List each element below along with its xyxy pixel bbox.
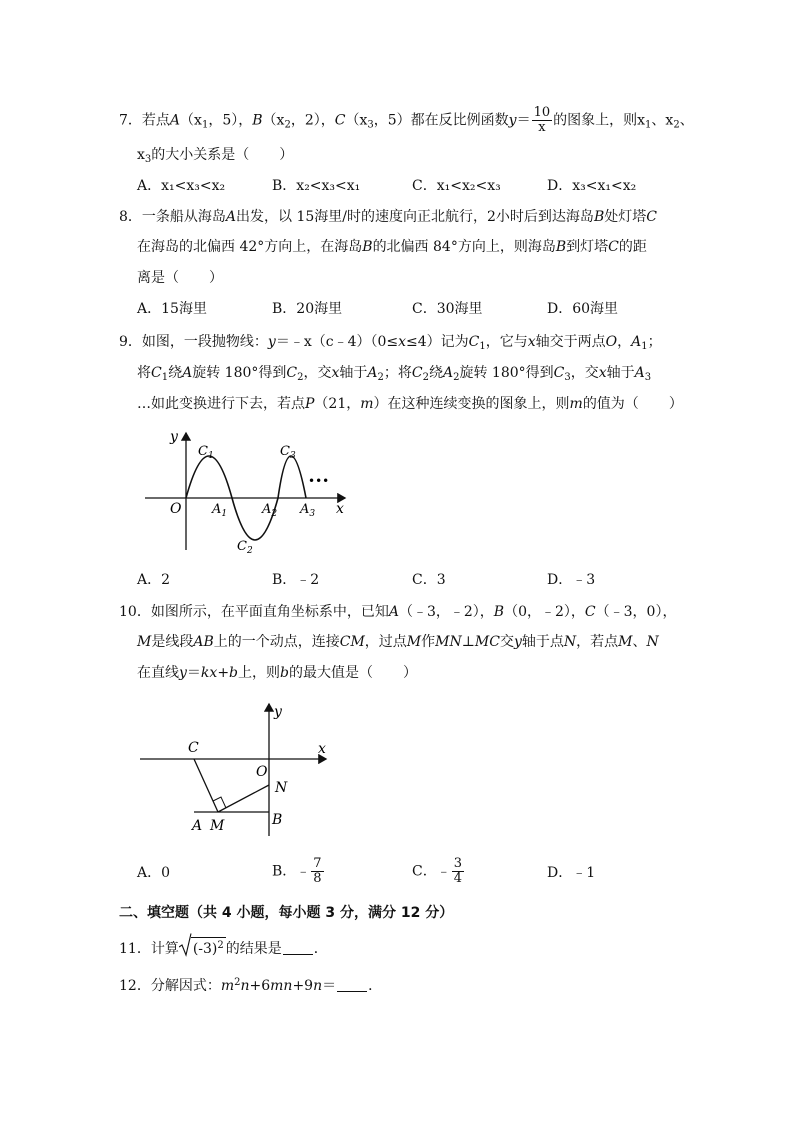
equals-sign: ＝ xyxy=(322,978,337,994)
q8-text: 的距 xyxy=(618,239,647,255)
continuation-dots: ••• xyxy=(308,474,330,488)
q9-line1: 9．如图，一段抛物线：y＝﹣x（c﹣4）（0≤x≤4）记为$C_1$，它与x轴交于两点O，$A_1$； xyxy=(119,334,662,352)
point-label: A xyxy=(631,334,642,350)
curve-label: C xyxy=(468,334,480,350)
option-label: D． xyxy=(547,572,573,588)
question-number: 8． xyxy=(119,209,142,225)
q10-option-b[interactable] xyxy=(272,857,325,886)
origin-label: O xyxy=(256,764,268,780)
q7-line1: 7．若点$A(x_1$，5），$B(x_2$，2），$C(x_3$，5）都在反比例函数y＝ $\frac{10}{x}$ 的图象上，则$x_1$、$x_2$、 xyxy=(119,105,694,135)
q10-text: 交 xyxy=(499,634,514,650)
q8-text: 处灯塔 xyxy=(604,209,647,225)
q8-text: 一条船从海岛 xyxy=(141,209,226,225)
q9-line3 xyxy=(137,394,683,414)
point-label: A xyxy=(634,365,645,381)
q9-text: 绕 xyxy=(428,365,443,381)
fraction-denominator: x xyxy=(538,120,546,135)
curve-c3 xyxy=(278,456,306,498)
variable: x xyxy=(527,334,536,350)
q7-text: ，5）都在反比例函数 xyxy=(373,112,509,129)
q9-text: ） xyxy=(668,396,683,412)
question-number: 12． xyxy=(119,978,151,994)
point-label: B xyxy=(252,112,263,129)
option-label: B． xyxy=(272,863,297,880)
option-text: 3 xyxy=(436,572,446,588)
q9-text: ， xyxy=(617,334,632,350)
point-label: A xyxy=(182,365,193,381)
q11-text: 的结果是 xyxy=(225,941,282,957)
fraction xyxy=(452,857,464,886)
q10-text: 作 xyxy=(421,634,436,650)
variable: x xyxy=(331,365,340,381)
question-number: 7． xyxy=(119,112,142,129)
q9-text: …如此变换进行下去，若点 xyxy=(137,396,305,412)
fraction-numerator: 7 xyxy=(313,856,322,871)
option-label: B． xyxy=(272,301,297,317)
radicand-base: (-3) xyxy=(192,941,218,957)
q7-text: ，5）， xyxy=(208,112,253,129)
q9-option-d[interactable] xyxy=(547,570,595,590)
q9-text: ）在这种连续变换的图象上，则 xyxy=(373,396,570,412)
q10-text: ） xyxy=(402,665,417,681)
q7-text: （x xyxy=(345,112,368,129)
segment-label: CM xyxy=(339,634,365,650)
option-text: 15海里 xyxy=(161,301,207,317)
q9-text: 将 xyxy=(137,365,151,381)
variable: m xyxy=(220,978,235,994)
option-text: 30海里 xyxy=(436,301,483,317)
q8-option-c[interactable] xyxy=(412,299,483,319)
point-label: A xyxy=(225,209,237,225)
option-text: 20海里 xyxy=(296,301,343,317)
point-label: N xyxy=(563,634,577,650)
curve-label: C xyxy=(553,365,565,381)
q10-line1 xyxy=(119,602,676,622)
q9-option-a[interactable] xyxy=(137,570,170,590)
curve-label: C xyxy=(151,365,162,381)
option-text: 60海里 xyxy=(572,301,619,317)
q10-option-a[interactable] xyxy=(137,863,170,883)
answer-blank[interactable] xyxy=(283,940,313,955)
q10-text: 上，则 xyxy=(238,665,281,681)
fraction-numerator: 10 xyxy=(533,105,551,120)
option-text: x₁<x₃<x₂ xyxy=(161,178,226,194)
q10-text: ，若点 xyxy=(576,634,619,650)
q10-line3 xyxy=(137,663,417,683)
q12-line xyxy=(119,976,382,996)
variable: kx xyxy=(200,665,218,681)
q7-text: 、x xyxy=(651,112,674,129)
perpendicular-symbol: ⊥ xyxy=(461,634,475,650)
q9-text: 旋转 180°得到 xyxy=(459,365,554,381)
option-label: C． xyxy=(412,863,437,880)
label-c: C xyxy=(188,740,199,756)
q8-text: 在海岛的北偏西 42°方向上，在海岛 xyxy=(137,239,363,255)
q8-text: 离是（ xyxy=(137,270,179,286)
point-label: B xyxy=(362,239,373,255)
point-label: M xyxy=(406,634,422,650)
variable: x xyxy=(598,365,607,381)
q9-text: ，交 xyxy=(303,365,332,381)
option-text: ﹣2 xyxy=(296,572,320,588)
q9-text: ，交 xyxy=(570,365,599,381)
q10-text: 上的一个动点，连接 xyxy=(213,634,340,650)
point-label: B xyxy=(593,209,605,225)
q10-text: 、 xyxy=(632,634,647,650)
q10-text: 在直线 xyxy=(137,665,179,681)
option-label: B． xyxy=(272,572,297,588)
point-label: M xyxy=(137,634,152,650)
q11-text: 计算 xyxy=(150,941,179,957)
variable: y xyxy=(513,634,522,650)
option-label: D． xyxy=(547,178,573,194)
option-label: C． xyxy=(412,572,437,588)
point-label: C xyxy=(646,209,657,225)
variable: n xyxy=(313,978,323,994)
q9-text: ；将 xyxy=(383,365,412,381)
q9-text: （21， xyxy=(314,396,361,412)
q7-option-b[interactable] xyxy=(272,176,360,196)
q8-line3 xyxy=(137,268,223,288)
label-a: A xyxy=(192,818,203,834)
q9-text: 的值为（ xyxy=(582,396,639,412)
q10-text: 的最大值是（ xyxy=(288,665,373,681)
q7-text: （x xyxy=(262,112,285,129)
q10-text: （0，﹣2）， xyxy=(504,604,585,620)
curve-label: C xyxy=(411,365,423,381)
option-label: C． xyxy=(412,301,437,317)
variable: m xyxy=(569,396,583,412)
variable: mn xyxy=(270,978,293,994)
q7-text: 、 xyxy=(679,112,694,129)
q8-option-d[interactable] xyxy=(547,299,618,319)
variable: m xyxy=(360,396,374,412)
q8-text: ） xyxy=(209,270,223,286)
q9-text: 轴于 xyxy=(606,365,635,381)
q8-text: 的北偏西 84°方向上，则海岛 xyxy=(372,239,556,255)
option-text: 0 xyxy=(161,865,171,881)
variable: b xyxy=(280,665,289,681)
question-number: 11． xyxy=(119,941,151,957)
point-label: B xyxy=(493,604,505,620)
option-text: x₃<x₁<x₂ xyxy=(572,178,637,194)
fraction-denominator: 8 xyxy=(313,871,322,886)
y-axis-label: y xyxy=(170,429,178,445)
q12-text: ． xyxy=(368,978,383,994)
label-c1: $C_1$ xyxy=(198,444,214,461)
point-label: A xyxy=(367,365,378,381)
q10-text: ，过点 xyxy=(364,634,407,650)
q9-text: ，它与 xyxy=(485,334,528,350)
q12-text: 分解因式： xyxy=(150,978,221,994)
exponent: 2 xyxy=(234,977,241,988)
point-label: M xyxy=(618,634,633,650)
x-axis-label: x xyxy=(318,741,326,757)
q11-text: ． xyxy=(313,941,328,957)
q7-text: 的图象上，则x xyxy=(553,112,646,129)
point-label: A xyxy=(442,365,454,381)
option-label: B． xyxy=(272,178,297,194)
q7-text: 的大小关系是（ xyxy=(151,147,250,163)
segment-cm xyxy=(194,759,218,812)
fraction xyxy=(311,857,323,886)
equals-sign: ＝ xyxy=(516,112,531,129)
q7-text: （x xyxy=(180,112,202,129)
fraction-denominator: 4 xyxy=(453,871,462,886)
square-root xyxy=(179,937,226,959)
q8-line1 xyxy=(119,207,657,227)
q7-line2: $x_3$的大小关系是（ ） xyxy=(137,147,294,165)
variable: y xyxy=(508,112,517,129)
radicand xyxy=(191,937,226,959)
origin-label: O xyxy=(170,501,182,517)
q7-option-d[interactable] xyxy=(547,176,636,196)
section-heading: 二、填空题（共 4 小题，每小题 3 分，满分 12 分） xyxy=(119,905,454,921)
option-text: x₁<x₂<x₃ xyxy=(436,178,501,194)
q8-line2 xyxy=(137,237,647,257)
label-c2: $C_2$ xyxy=(237,539,253,556)
option-label: A． xyxy=(137,301,162,317)
q10-coordinate-figure xyxy=(138,698,338,838)
variable: y xyxy=(179,665,187,681)
label-a2: $A_2$ xyxy=(262,502,278,519)
option-label: A． xyxy=(137,572,162,588)
question-number: 9． xyxy=(119,334,142,350)
q9-option-c[interactable] xyxy=(412,570,446,590)
point-label: C xyxy=(334,112,346,129)
q7-option-a[interactable] xyxy=(137,176,225,196)
q7-text: 若点 xyxy=(141,112,170,129)
q9-text: 旋转 180°得到 xyxy=(192,365,287,381)
fraction xyxy=(532,106,553,135)
variable: x xyxy=(398,334,407,350)
exponent: 2 xyxy=(217,940,224,951)
curve-c1 xyxy=(186,456,232,498)
plus-sign: + xyxy=(217,665,230,681)
fraction-numerator: 3 xyxy=(453,856,462,871)
point-label: A xyxy=(169,112,181,129)
q8-option-a[interactable] xyxy=(137,299,207,319)
q9-text: 轴于 xyxy=(339,365,368,381)
option-text: 2 xyxy=(161,572,171,588)
point-label: A xyxy=(388,604,399,620)
q9-parabola-figure xyxy=(140,425,355,560)
option-text: ﹣1 xyxy=(572,865,596,881)
q10-text: 是线段 xyxy=(151,634,194,650)
segment-label: MN xyxy=(435,634,462,650)
option-label: A． xyxy=(137,865,162,881)
q9-text: 如图，一段抛物线： xyxy=(141,334,268,350)
q9-text: ≤4）记为 xyxy=(406,334,469,350)
label-a1: $A_1$ xyxy=(212,502,228,519)
minus-sign: ﹣ xyxy=(296,863,311,880)
segment-label: MC xyxy=(474,634,500,650)
label-m: M xyxy=(210,818,225,834)
y-axis-label: y xyxy=(274,704,282,720)
radical-sign-icon xyxy=(179,933,192,957)
answer-blank[interactable] xyxy=(337,977,367,992)
q7-text: ） xyxy=(279,147,294,163)
q9-text: ； xyxy=(647,334,662,350)
q7-option-c[interactable] xyxy=(412,176,501,196)
q9-text: ＝﹣x（c﹣4）（0≤ xyxy=(275,334,399,350)
q7-text: ，2）， xyxy=(290,112,335,129)
x-axis-label: x xyxy=(336,501,344,517)
variable: n xyxy=(240,978,250,994)
q7-text: x xyxy=(137,147,145,163)
q10-line2 xyxy=(137,632,659,652)
label-b: B xyxy=(272,812,283,828)
minus-sign: ﹣ xyxy=(436,863,451,880)
variable: y xyxy=(267,334,276,350)
point-label: C xyxy=(608,239,619,255)
q10-option-c[interactable] xyxy=(412,857,465,886)
q10-text: （﹣3，﹣2）， xyxy=(398,604,494,620)
q8-text: 出发，以 15海里/时的速度向正北航行，2小时后到达海岛 xyxy=(236,209,594,225)
question-number: 10． xyxy=(119,604,151,620)
curve-label: C xyxy=(286,365,298,381)
point-label: P xyxy=(305,396,315,412)
segment-label: AB xyxy=(193,634,214,650)
q9-line2: 将$C_1$绕A旋转 180°得到$C_2$，交x轴于$A_2$；将$C_2$绕$A_2$旋转 180°得到$C_3$，交x轴于$A_3$ xyxy=(137,365,652,383)
q10-text: 轴于点 xyxy=(521,634,564,650)
q12-text: +6 xyxy=(249,978,271,994)
label-n: N xyxy=(275,780,288,796)
q9-text: 绕 xyxy=(168,365,183,381)
option-text: ﹣3 xyxy=(572,572,596,588)
q8-option-b[interactable] xyxy=(272,299,342,319)
point-label: N xyxy=(646,634,659,650)
q10-option-d[interactable] xyxy=(547,863,595,883)
label-c3: $C_3$ xyxy=(280,444,296,461)
q9-text: 轴交于两点 xyxy=(535,334,606,350)
variable: b xyxy=(229,665,239,681)
option-label: D． xyxy=(547,865,573,881)
option-label: D． xyxy=(547,301,573,317)
q11-line xyxy=(119,937,328,959)
point-label: O xyxy=(605,334,618,350)
equals-sign: ＝ xyxy=(186,665,201,681)
option-text: x₂<x₃<x₁ xyxy=(296,178,361,194)
q10-text: （﹣3，0）， xyxy=(595,604,677,620)
q8-text: 到灯塔 xyxy=(566,239,609,255)
label-a3: $A_3$ xyxy=(300,502,316,519)
q12-text: +9 xyxy=(292,978,314,994)
point-label: C xyxy=(584,604,596,620)
point-label: B xyxy=(555,239,567,255)
option-label: C． xyxy=(412,178,437,194)
q10-text: 如图所示，在平面直角坐标系中，已知 xyxy=(150,604,389,620)
q9-option-b[interactable] xyxy=(272,570,319,590)
option-label: A． xyxy=(137,178,162,194)
